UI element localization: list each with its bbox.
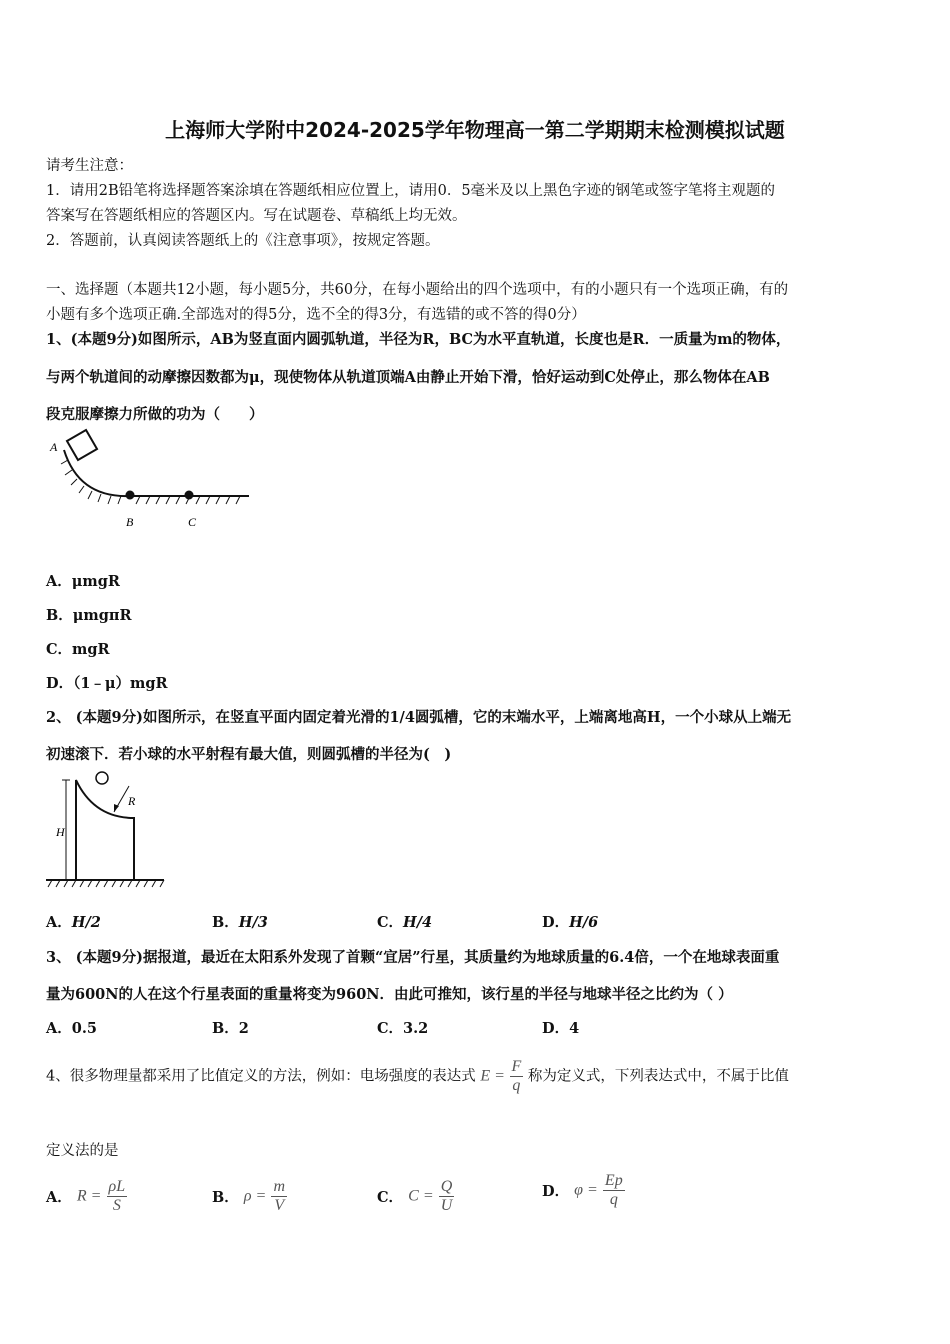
notice-heading: 请考生注意： (46, 158, 133, 174)
q4-option-d: D． φ = $\frac{Ep}{q}$ (542, 1172, 623, 1208)
q3-option-b: B．2 (212, 1020, 249, 1037)
q3-option-a: A．0.5 (46, 1020, 97, 1037)
q2-option-d: D．H/6 (542, 914, 599, 931)
section-1-instructions-line-2: 小题有多个选项正确.全部选对的得5分，选不全的得3分，有选错的或不答的得0分） (46, 307, 586, 323)
q2-option-c: C．H/4 (377, 914, 433, 931)
notice-item-1-line-1: 1．请用2B铅笔将选择题答案涂填在答题纸相应位置上，请用0．5毫米及以上黑色字迹的钢笔或签字笔将主观题的 (46, 183, 776, 199)
q4-example-fraction: $\frac{F}{q}$ (511, 1058, 522, 1094)
q1-option-d: D．（1﹣μ）mgR (46, 675, 168, 692)
q2-text-line-2: 初速滚下．若小球的水平射程有最大值，则圆弧槽的半径为( ) (46, 746, 452, 763)
q4-option-a: A． R = $\frac{\rho L}{S}$ (46, 1178, 126, 1214)
page-title: 上海师大学附中2024-2025学年物理高一第二学期期末检测模拟试题 (165, 118, 785, 142)
q4-text-line-1: 4、很多物理量都采用了比值定义的方法，例如：电场强度的表达式 E = $\frac{F}{q}$ 称为定义式，下列表达式中，不属于比值 (46, 1058, 789, 1094)
q1-label-c: C (188, 515, 197, 529)
q2-option-b: B．H/3 (212, 914, 268, 931)
q1-text-line-2: 与两个轨道间的动摩擦因数都为μ，现使物体从轨道顶端A由静止开始下滑，恰好运动到C处停止，那么物体在AB (46, 369, 770, 386)
q1-text-line-3: 段克服摩擦力所做的功为（ ） (46, 406, 264, 423)
q3-option-c: C．3.2 (377, 1020, 429, 1037)
notice-item-2: 2．答题前，认真阅读答题纸上的《注意事项》，按规定答题。 (46, 233, 440, 249)
q1-option-b: B．μmgπR (46, 607, 132, 624)
q4-text-line-2: 定义法的是 (46, 1143, 119, 1159)
q1-text-line-1: 1、(本题9分)如图所示，AB为竖直面内圆弧轨道，半径为R，BC为水平直轨道，长度也是R．一质量为m的物体， (46, 331, 791, 348)
q2-label-r: R (128, 794, 136, 808)
notice-item-1-line-2: 答案写在答题纸相应的答题区内。写在试题卷、草稿纸上均无效。 (46, 208, 467, 224)
q2-text-line-1: 2、 (本题9分)如图所示，在竖直平面内固定着光滑的1/4圆弧槽，它的末端水平，上端离地高H，一个小球从上端无 (46, 709, 792, 726)
q2-option-a: A．H/2 (46, 914, 101, 931)
q3-text-line-1: 3、 (本题9分)据报道，最近在太阳系外发现了首颗“宜居”行星，其质量约为地球质量的6.4倍，一个在地球表面重 (46, 949, 780, 966)
q1-label-a: A (50, 440, 58, 454)
q3-text-line-2: 量为600N的人在这个行星表面的重量将变为960N．由此可推知，该行星的半径与地球半径之比约为（ ） (46, 986, 733, 1003)
section-1-instructions-line-1: 一、选择题（本题共12小题，每小题5分，共60分，在每小题给出的四个选项中，有的小题只有一个选项正确，有的 (46, 282, 789, 298)
q3-option-d: D．4 (542, 1020, 580, 1037)
q2-groove-figure (44, 770, 169, 890)
q4-option-b: B． ρ = $\frac{m}{V}$ (212, 1178, 285, 1214)
q1-option-c: C．mgR (46, 641, 110, 658)
q4-option-c: C． C = $\frac{Q}{U}$ (377, 1178, 453, 1214)
q1-track-figure (44, 428, 259, 533)
q1-label-b: B (126, 515, 134, 529)
q1-option-a: A．μmgR (46, 573, 120, 590)
q2-label-h: H (56, 825, 65, 839)
